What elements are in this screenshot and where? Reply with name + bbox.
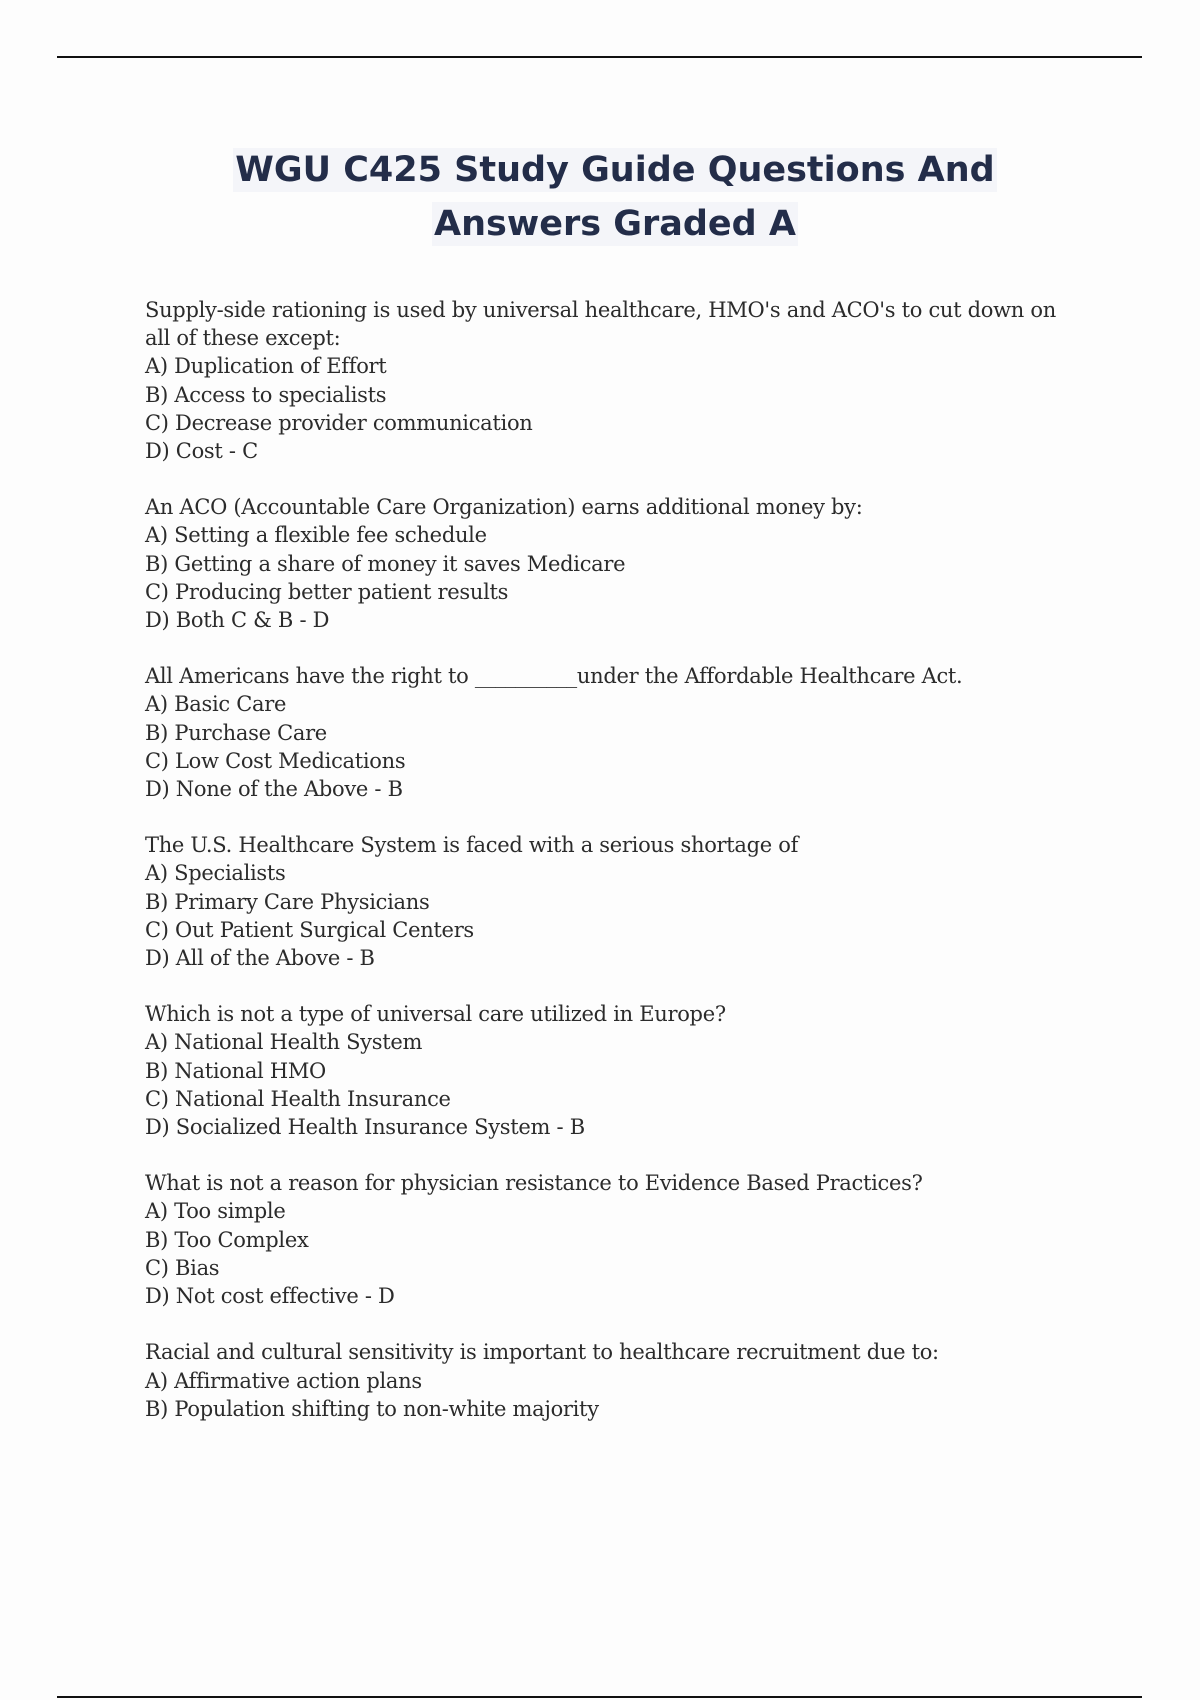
answer-option: C) Bias — [145, 1255, 220, 1280]
answer-option: D) Not cost effective - D — [145, 1284, 395, 1309]
question-stem: What is not a reason for physician resistance to Evidence Based Practices? — [145, 1171, 923, 1196]
document-title — [0, 143, 1200, 251]
answer-option: D) Cost - C — [145, 439, 258, 464]
answer-option: A) Too simple — [145, 1199, 286, 1224]
header-rule — [57, 56, 1142, 58]
answer-option: A) Duplication of Effort — [145, 354, 387, 379]
question-item — [145, 1000, 1075, 1141]
answer-option: B) Primary Care Physicians — [145, 889, 430, 914]
answer-option: B) Population shifting to non-white majority — [145, 1396, 599, 1421]
answer-option: D) None of the Above - B — [145, 777, 403, 802]
title-line-1: WGU C425 Study Guide Questions And — [235, 150, 995, 190]
answer-option: C) National Health Insurance — [145, 1086, 451, 1111]
question-stem: Racial and cultural sensitivity is important to healthcare recruitment due to: — [145, 1340, 939, 1365]
answer-option: D) Both C & B - D — [145, 608, 330, 633]
question-item — [145, 831, 1075, 972]
answer-option: A) Affirmative action plans — [145, 1368, 422, 1393]
answer-option: D) Socialized Health Insurance System - B — [145, 1115, 585, 1140]
question-list — [145, 296, 1075, 1451]
question-stem: Supply-side rationing is used by universal healthcare, HMO's and ACO's to cut down on all of these except: — [145, 298, 1056, 351]
question-stem: The U.S. Healthcare System is faced with a serious shortage of — [145, 833, 799, 858]
answer-option: B) Access to specialists — [145, 382, 387, 407]
answer-option: D) All of the Above - B — [145, 946, 375, 971]
question-stem: All Americans have the right to __________under the Affordable Healthcare Act. — [145, 664, 963, 689]
answer-option: C) Decrease provider communication — [145, 410, 533, 435]
footer-rule — [57, 1696, 1142, 1698]
answer-option: B) Purchase Care — [145, 720, 327, 745]
answer-option: C) Producing better patient results — [145, 579, 509, 604]
question-item — [145, 493, 1075, 634]
question-item — [145, 296, 1075, 465]
question-item — [145, 1169, 1075, 1310]
answer-option: B) National HMO — [145, 1058, 326, 1083]
question-item — [145, 1338, 1075, 1423]
answer-option: A) Specialists — [145, 861, 286, 886]
answer-option: A) National Health System — [145, 1030, 423, 1055]
question-stem: An ACO (Accountable Care Organization) earns additional money by: — [145, 495, 863, 520]
answer-option: A) Basic Care — [145, 692, 287, 717]
answer-option: C) Low Cost Medications — [145, 748, 406, 773]
answer-option: B) Too Complex — [145, 1227, 309, 1252]
question-stem: Which is not a type of universal care utilized in Europe? — [145, 1002, 726, 1027]
title-line-2: Answers Graded A — [434, 204, 796, 244]
question-item — [145, 662, 1075, 803]
answer-option: A) Setting a flexible fee schedule — [145, 523, 487, 548]
answer-option: C) Out Patient Surgical Centers — [145, 917, 474, 942]
answer-option: B) Getting a share of money it saves Medicare — [145, 551, 626, 576]
